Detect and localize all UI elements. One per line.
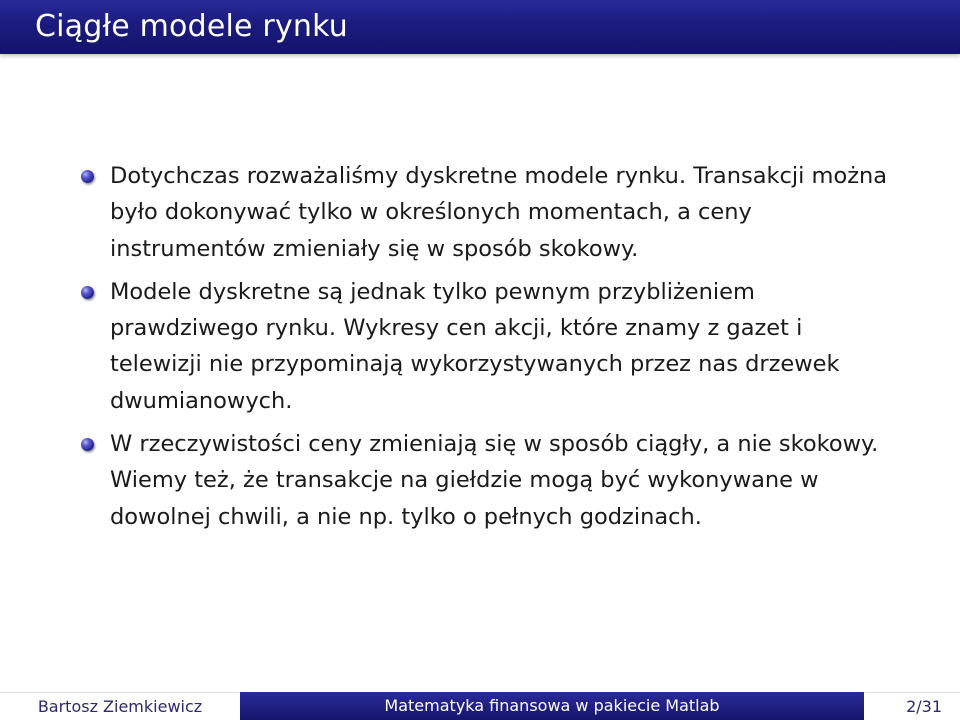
bullet-text: W rzeczywistości ceny zmieniają się w sposób ciągły, a nie skokowy. Wiemy też, że transakcje na giełdzie mogą być wykonywane w dowolnej chwili, a nie np. tylko o pełnych godzinach.: [110, 431, 879, 530]
page-number: 2/31: [864, 692, 960, 720]
bullet-item: [78, 426, 893, 535]
bullet-item: [78, 158, 893, 267]
bullet-item: [78, 274, 893, 419]
slide-title: Ciągłe modele rynku: [35, 9, 348, 44]
title-bar: [0, 0, 960, 54]
bullet-icon: [81, 438, 94, 451]
bullet-text: Dotychczas rozważaliśmy dyskretne modele rynku. Transakcji można było dokonywać tylko w określonych momentach, a ceny instrumentów zmieniały się w sposób skokowy.: [110, 163, 888, 262]
footer-bar: [0, 692, 960, 720]
bullet-text: Modele dyskretne są jednak tylko pewnym przybliżeniem prawdziwego rynku. Wykresy cen akcji, które znamy z gazet i telewizji nie przypominają wykorzystywanych przez nas drzewek dwumianowych.: [110, 278, 840, 414]
bullet-icon: [81, 286, 94, 299]
bullet-list: [78, 158, 893, 542]
bullet-icon: [81, 170, 94, 183]
footer-presentation-title: Matematyka finansowa w pakiecie Matlab: [240, 692, 864, 720]
footer-author: Bartosz Ziemkiewicz: [0, 692, 240, 720]
